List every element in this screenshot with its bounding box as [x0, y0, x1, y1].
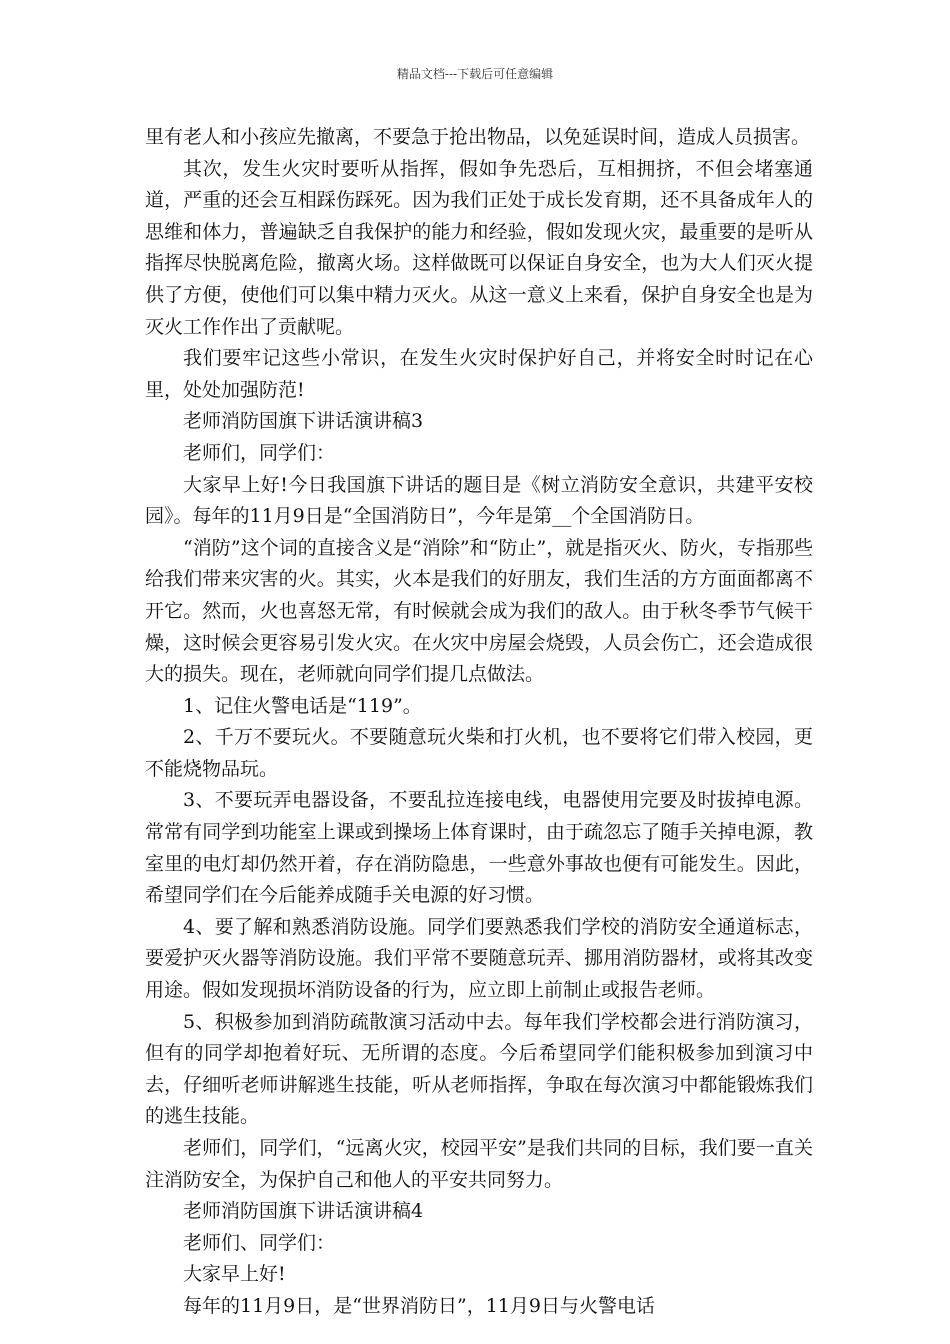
list-item: 1、记住火警电话是“119”。 — [183, 694, 422, 717]
list-item: 5、积极参加到消防疏散演习活动中去。每年我们学校都会进行消防演习，但有的同学却抱着好玩、无所谓的态度。今后希望同学们能积极参加到演习中去，仔细听老师讲解逃生技能，听从老师指挥，争取在每次演习中都能锻炼我们的逃生技能。 — [145, 1010, 813, 1128]
section-heading: 老师消防国旗下讲话演讲稿3 — [183, 410, 424, 433]
paragraph: 我们要牢记这些小常识，在发生火灾时保护好自己，并将安全时时记在心里，处处加强防范! — [145, 347, 813, 401]
paragraph: 其次，发生火灾时要听从指挥，假如争先恐后，互相拥挤，不但会堵塞通道，严重的还会互相踩伤踩死。因为我们正处于成长发育期，还不具备成年人的思维和体力，普遍缺乏自我保护的能力和经验，假如发现火灾，最重要的是听从指挥尽快脱离危险，撤离火场。这样做既可以保证自身安全，也为大人们灭火提供了方便，使他们可以集中精力灭火。从这一意义上来看，保护自身安全也是为灭火工作作出了贡献呢。 — [145, 157, 813, 338]
paragraph: 里有老人和小孩应先撤离，不要急于抢出物品，以免延误时间，造成人员损害。 — [145, 126, 811, 148]
section-heading: 老师消防国旗下讲话演讲稿4 — [183, 1200, 424, 1223]
paragraph: 大家早上好!今日我国旗下讲话的题目是《树立消防安全意识，共建平安校园》。每年的11月9日是“全国消防日”，今年是第__个全国消防日。 — [145, 473, 813, 528]
paragraph: 老师们，同学们，“远离火灾，校园平安”是我们共同的目标，我们要一直关注消防安全，为保护自己和他人的平安共同努力。 — [145, 1137, 813, 1191]
list-item: 4、要了解和熟悉消防设施。同学们要熟悉我们学校的消防安全通道标志，要爱护灭火器等消防设施。我们平常不要随意玩弄、挪用消防器材，或将其改变用途。假如发现损坏消防设备的行为，应立即上前制止或报告老师。 — [145, 915, 813, 1002]
salutation: 老师们，同学们： — [183, 441, 336, 464]
paragraph: 每年的11月9日，是“世界消防日”，11月9日与火警电话 — [183, 1294, 655, 1317]
greeting: 大家早上好! — [183, 1263, 286, 1286]
paragraph: “消防”这个词的直接含义是“消除”和“防止”，就是指灭火、防火，专指那些给我们带来灾害的火。其实，火本是我们的好朋友，我们生活的方方面面都离不开它。然而，火也喜怒无常，有时候就会成为我们的敌人。由于秋冬季节气候干燥，这时候会更容易引发火灾。在火灾中房屋会烧毁，人员会伤亡，还会造成很大的损失。现在，老师就向同学们提几点做法。 — [145, 536, 813, 686]
salutation: 老师们、同学们： — [183, 1231, 336, 1254]
list-item: 3、不要玩弄电器设备，不要乱拉连接电线，电器使用完要及时拔掉电源。常常有同学到功能室上课或到操场上体育课时，由于疏忽忘了随手关掉电源，教室里的电灯却仍然开着，存在消防隐患，一些意外事故也便有可能发生。因此，希望同学们在今后能养成随手关电源的好习惯。 — [145, 789, 813, 907]
page-header: 精品文档---下载后可任意编辑 — [396, 67, 554, 81]
document-body — [145, 122, 813, 1323]
list-item: 2、千万不要玩火。不要随意玩火柴和打火机，也不要将它们带入校园，更不能烧物品玩。 — [145, 726, 813, 780]
